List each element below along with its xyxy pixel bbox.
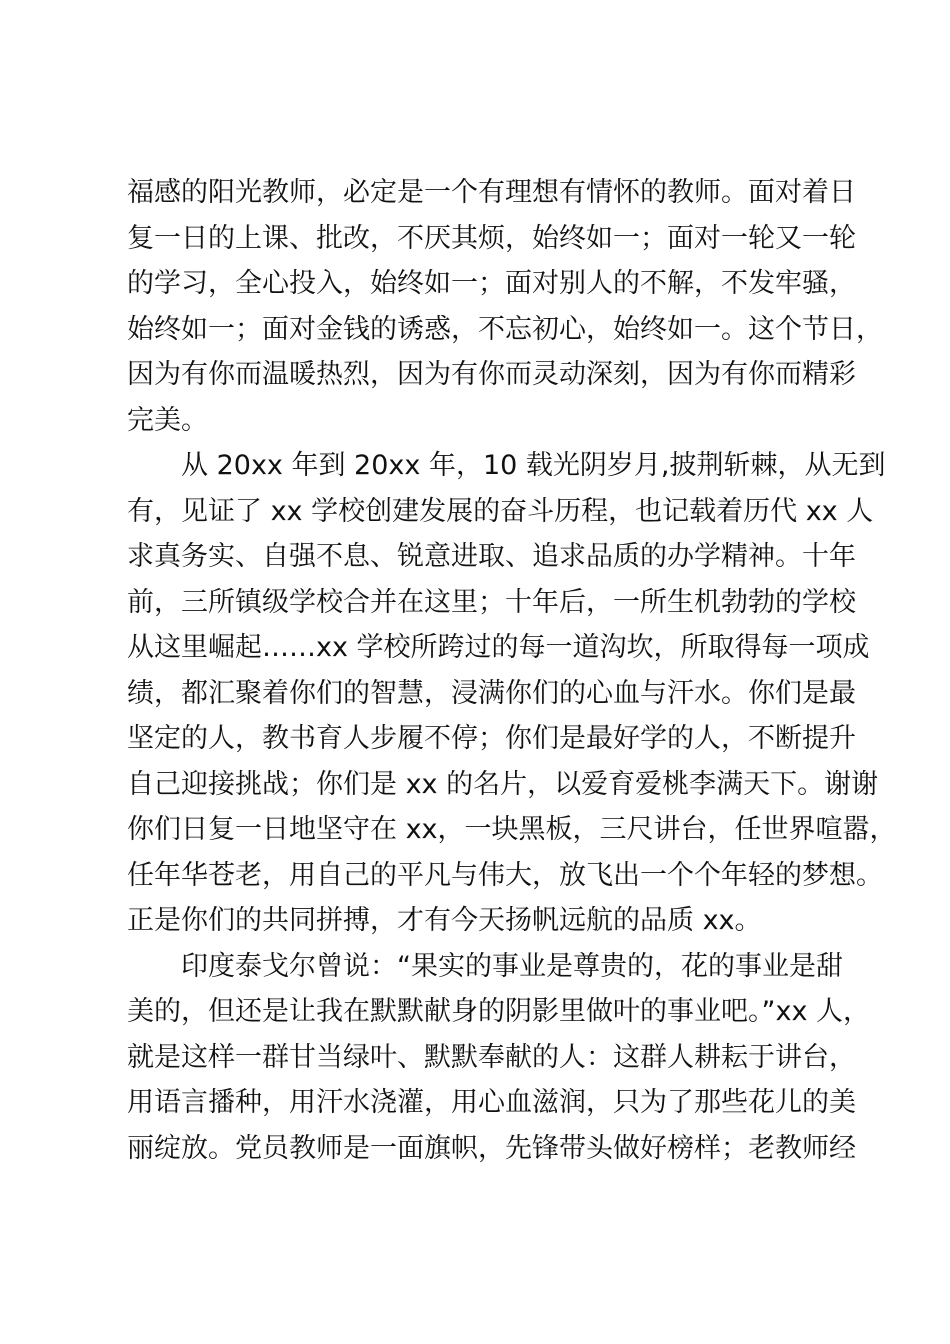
text-line: 就是这样一群甘当绿叶、默默奉献的人：这群人耕耘于讲台，	[127, 1041, 856, 1073]
text-line: 有，见证了 xx 学校创建发展的奋斗历程，也记载着历代 xx 人	[127, 495, 874, 527]
text-line: 求真务实、自强不息、锐意进取、追求品质的办学精神。十年	[127, 541, 856, 572]
text-line: 复一日的上课、批改，不厌其烦，始终如一；面对一轮又一轮	[127, 222, 856, 254]
text-line: 用语言播种，用汗水浇灌，用心血滋润，只为了那些花儿的美	[127, 1087, 856, 1118]
text-line: 从 20xx 年到 20xx 年，10 载光阴岁月,披荆斩棘，从无到	[181, 450, 886, 481]
text-line: 丽绽放。党员教师是一面旗帜，先锋带头做好榜样；老教师经	[127, 1132, 856, 1164]
text-line: 美的，但还是让我在默默献身的阴影里做叶的事业吧。”xx 人，	[127, 996, 871, 1027]
text-line: 从这里崛起……xx 学校所跨过的每一道沟坎，所取得每一项成	[127, 632, 870, 663]
text-line: 印度泰戈尔曾说：“果实的事业是尊贵的，花的事业是甜	[181, 950, 843, 982]
text-line: 正是你们的共同拼搏，才有今天扬帆远航的品质 xx。	[127, 905, 762, 936]
text-line: 因为有你而温暖热烈，因为有你而灵动深刻，因为有你而精彩	[127, 359, 856, 390]
text-line: 自己迎接挑战；你们是 xx 的名片，以爱育爱桃李满天下。谢谢	[127, 768, 879, 800]
text-line: 前，三所镇级学校合并在这里；十年后，一所生机勃勃的学校	[127, 586, 856, 618]
text-line: 始终如一；面对金钱的诱惑，不忘初心，始终如一。这个节日，	[127, 313, 883, 345]
text-line: 完美。	[127, 404, 208, 436]
text-line: 你们日复一日地坚守在 xx，一块黑板，三尺讲台，任世界喧嚣，	[127, 814, 897, 845]
body-text	[127, 170, 897, 1171]
text-line: 绩，都汇聚着你们的智慧，浸满你们的心血与汗水。你们是最	[127, 677, 856, 709]
text-line: 福感的阳光教师，必定是一个有理想有情怀的教师。面对着日	[127, 177, 856, 208]
text-line: 坚定的人，教书育人步履不停；你们是最好学的人，不断提升	[127, 723, 856, 754]
text-line: 的学习，全心投入，始终如一；面对别人的不解，不发牢骚，	[127, 268, 856, 299]
text-line: 任年华苍老，用自己的平凡与伟大，放飞出一个个年轻的梦想。	[127, 859, 883, 891]
